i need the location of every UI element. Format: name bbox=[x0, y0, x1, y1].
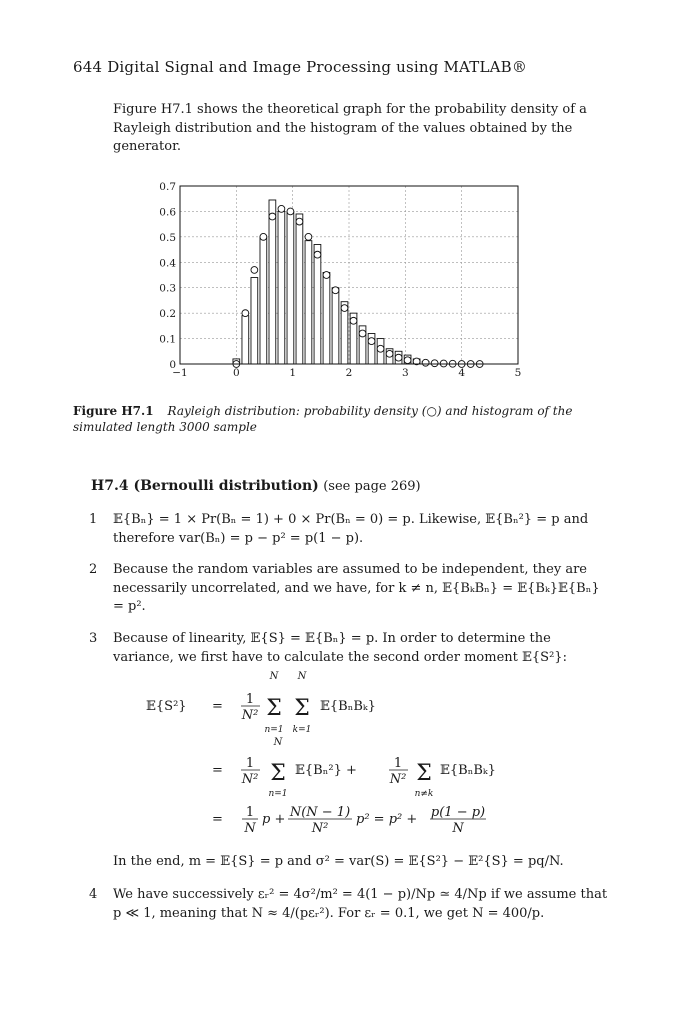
figure-label: Figure H7.1 bbox=[73, 404, 154, 418]
item-text: We have successively εᵣ² = 4σ²/m² = 4(1 − p)/Np ≃ 4/Np if we assume that p ≪ 1, meaning that N ≈ 4/(pεᵣ²). For εᵣ = 0.1, we get N = 400/p. bbox=[113, 887, 608, 921]
eq-lhs: 𝔼{S²} bbox=[146, 699, 187, 714]
density-point bbox=[278, 205, 285, 212]
histogram-bar bbox=[332, 288, 339, 364]
item-number: 1 bbox=[89, 512, 98, 527]
item-number: 2 bbox=[89, 562, 98, 577]
eq-term: 𝔼{BₙBₖ} bbox=[440, 763, 496, 778]
x-tick-label: 2 bbox=[345, 367, 353, 379]
eq-p: p + bbox=[262, 812, 286, 827]
eq-sum-bot: k=1 bbox=[292, 725, 312, 735]
y-tick-label: 0.4 bbox=[159, 257, 176, 270]
eq-frac-den: N² bbox=[389, 772, 407, 787]
eq-sigma: Σ bbox=[270, 761, 286, 786]
list-item bbox=[89, 886, 610, 923]
eq-mid: p² = p² + bbox=[356, 812, 418, 827]
density-point bbox=[305, 233, 312, 240]
figure-caption bbox=[73, 403, 613, 435]
eq-equals: = bbox=[212, 699, 223, 714]
eq-sigma: Σ bbox=[294, 696, 310, 721]
density-point bbox=[377, 345, 384, 352]
density-point bbox=[350, 317, 357, 324]
eq-frac-den: N² bbox=[311, 821, 329, 836]
x-tick-label: 0 bbox=[232, 367, 240, 379]
y-tick-label: 0.7 bbox=[159, 181, 176, 193]
density-point bbox=[323, 272, 330, 279]
item-text: Because the random variables are assumed to be independent, they are necessarily uncorrelated, and we have, for k ≠ n, 𝔼{BₖBₙ} = 𝔼{Bₖ}𝔼{Bₙ} = p². bbox=[113, 562, 600, 614]
eq-frac-num: 1 bbox=[393, 756, 403, 771]
density-point bbox=[422, 359, 429, 366]
histogram-bar bbox=[323, 272, 330, 364]
eq-frac-num: 1 bbox=[245, 756, 255, 771]
intro-paragraph: Figure H7.1 shows the theoretical graph for the probability density of a Rayleigh distribution and the histogram of the values obtained by the generator. bbox=[113, 102, 587, 154]
histogram-bar bbox=[269, 200, 276, 364]
y-tick-label: 0.2 bbox=[159, 308, 176, 321]
eq-frac-num: p(1 − p) bbox=[430, 805, 486, 820]
conclusion-line: In the end, m = 𝔼{S} = p and σ² = var(S) = 𝔼{S²} − 𝔼²{S} = pq/N. bbox=[113, 854, 564, 869]
eq-frac-den: N bbox=[452, 821, 464, 836]
item-number: 4 bbox=[89, 887, 98, 902]
histogram-bar bbox=[260, 237, 267, 364]
eq-equals: = bbox=[212, 812, 223, 827]
list-item bbox=[89, 561, 610, 617]
density-point bbox=[368, 338, 375, 345]
eq-frac-den: N bbox=[244, 821, 256, 836]
x-tick-label: 3 bbox=[401, 367, 409, 379]
density-point bbox=[341, 305, 348, 312]
chart-axes bbox=[159, 181, 521, 379]
eq-frac-num: 1 bbox=[245, 805, 255, 820]
histogram-bar bbox=[278, 211, 285, 364]
x-tick-label: 5 bbox=[514, 367, 522, 379]
eq-frac-num: 1 bbox=[245, 692, 255, 707]
item-text: Because of linearity, 𝔼{S} = 𝔼{Bₙ} = p. In order to determine the variance, we first have to calculate the second order moment 𝔼{S²}: bbox=[113, 631, 567, 665]
y-tick-label: 0.3 bbox=[159, 282, 176, 295]
x-tick-label: 4 bbox=[458, 367, 466, 379]
density-point bbox=[332, 287, 339, 294]
histogram-bar bbox=[305, 241, 312, 364]
eq-frac-num: N(N − 1) bbox=[289, 805, 351, 820]
item-text: 𝔼{Bₙ} = 1 × Pr(Bₙ = 1) + 0 × Pr(Bₙ = 0) = p. Likewise, 𝔼{Bₙ²} = p and therefore var(Bₙ) = p − p² = p(1 − p). bbox=[113, 512, 589, 546]
histogram-bar bbox=[314, 244, 321, 364]
density-point bbox=[431, 360, 438, 367]
eq-sum-top: N bbox=[297, 671, 307, 682]
chart-grid bbox=[180, 186, 518, 364]
figure-caption-text: Rayleigh distribution: probability density (○) and histogram of the simulated length 3000 sample bbox=[73, 404, 573, 434]
section-title: H7.4 (Bernoulli distribution) bbox=[91, 478, 319, 494]
eq-term: 𝔼{Bₙ²} + bbox=[295, 763, 357, 778]
density-point bbox=[395, 354, 402, 361]
item-number: 3 bbox=[89, 631, 98, 646]
density-point bbox=[242, 310, 249, 317]
density-point bbox=[260, 233, 267, 240]
density-point bbox=[314, 251, 321, 258]
chart-bars bbox=[233, 200, 447, 364]
density-point bbox=[386, 350, 393, 357]
list-item bbox=[89, 511, 610, 548]
histogram-bar bbox=[251, 278, 258, 364]
y-tick-label: 0.5 bbox=[159, 231, 176, 244]
x-tick-label: 1 bbox=[289, 367, 297, 379]
density-point bbox=[287, 208, 294, 215]
eq-sum-bot: n=1 bbox=[268, 789, 288, 799]
eq-term: 𝔼{BₙBₖ} bbox=[320, 699, 376, 714]
density-point bbox=[440, 360, 447, 367]
eq-sum-top: N bbox=[269, 671, 279, 682]
density-point bbox=[404, 357, 411, 364]
y-tick-label: 0.1 bbox=[159, 333, 176, 346]
section-heading bbox=[91, 478, 421, 494]
density-point bbox=[251, 267, 258, 274]
page-header: 644 Digital Signal and Image Processing using MATLAB® bbox=[73, 58, 528, 76]
equation-block bbox=[140, 660, 540, 840]
y-tick-label: 0.6 bbox=[159, 206, 176, 219]
eq-sum-bot: n=1 bbox=[264, 725, 284, 735]
histogram-bar bbox=[242, 316, 249, 364]
rayleigh-chart bbox=[150, 178, 540, 388]
eq-sum-bot: n≠k bbox=[414, 789, 434, 799]
density-point bbox=[296, 218, 303, 225]
x-tick-label: −1 bbox=[172, 367, 188, 379]
histogram-bar bbox=[287, 211, 294, 364]
histogram-bar bbox=[296, 214, 303, 364]
eq-equals: = bbox=[212, 763, 223, 778]
eq-frac-den: N² bbox=[241, 772, 259, 787]
eq-sigma: Σ bbox=[416, 761, 432, 786]
density-point bbox=[269, 213, 276, 220]
eq-sigma: Σ bbox=[266, 696, 282, 721]
eq-frac-den: N² bbox=[241, 708, 259, 723]
y-tick-label: 0 bbox=[169, 359, 176, 371]
eq-sum-top: N bbox=[273, 737, 283, 748]
section-page-ref: (see page 269) bbox=[323, 479, 421, 494]
density-point bbox=[359, 330, 366, 337]
